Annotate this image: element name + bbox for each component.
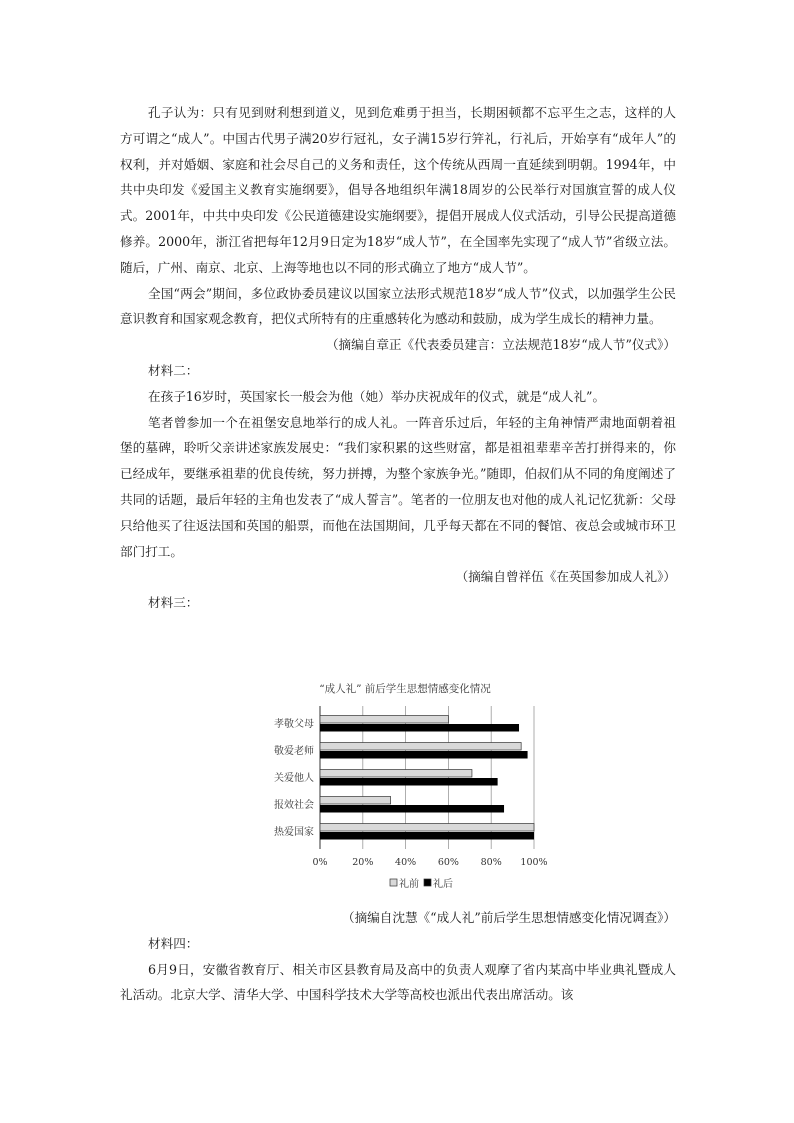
legend-label: 礼后 — [433, 879, 453, 890]
category-label: 报效社会 — [274, 800, 314, 811]
material-one-section — [120, 100, 676, 616]
legend-swatch — [424, 879, 431, 886]
paragraph-uk-custom: 在孩子16岁时，英国家长一般会为他（她）举办庆祝成年的仪式，就是“成人礼”。 — [148, 388, 606, 404]
x-tick-label: 40% — [395, 857, 417, 868]
chart-title: “成人礼” 前后学生思想情感变化情况 — [319, 683, 491, 695]
material-four-label: 材料四： — [148, 935, 199, 951]
legend-swatch — [390, 879, 397, 886]
material-two-label: 材料二： — [148, 362, 199, 378]
bar-礼前 — [320, 770, 472, 778]
legend-label: 礼前 — [399, 879, 419, 890]
category-label: 孝敬父母 — [274, 719, 314, 730]
bar-礼前 — [320, 743, 521, 751]
source-citation-1: （摘编自章正《代表委员建言：立法规范18岁“成人节”仪式》） — [325, 337, 676, 353]
source-citation-2: （摘编自曾祥伍《在英国参加成人礼》） — [455, 569, 676, 585]
paragraph-two-sessions: 全国“两会”期间，多位政协委员建议以国家立法形式规范18岁“成人节”仪式，以加强学生公民意识教育和国家观念教育，把仪式所特有的庄重感转化为感动和鼓励，成为学生成长的精神力量。 — [120, 285, 676, 327]
category-label: 敬爱老师 — [274, 746, 314, 757]
bar-礼前 — [320, 716, 448, 724]
source-citation-3: （摘编自沈慧《“成人礼”前后学生思想情感变化情况调查》） — [341, 910, 676, 925]
bar-礼后 — [320, 778, 498, 786]
bar-chart — [250, 676, 560, 910]
paragraph-author-experience: 笔者曾参加一个在祖堡安息地举行的成人礼。一阵音乐过后，年轻的主角神情严肃地面朝着祖堡的墓碑，聆听父亲讲述家族发展史：“我们家积累的这些财富，都是祖祖辈辈辛苦打拼得来的，你已经成年，要继承祖辈的优良传统，努力拼搏，为整个家族争光。”随即，伯叔们从不同的角度阐述了共同的话题，最后年轻的主角也发表了“成人誓言”。笔者的一位朋友也对他的成人礼记忆犹新：父母只给他买了往返法国和英国的船票，而他在法国期间，几乎每天都在不同的餐馆、夜总会或城市环卫部门打工。 — [120, 414, 676, 559]
bar-礼前 — [320, 797, 391, 805]
x-tick-label: 80% — [480, 857, 502, 868]
material-four-section — [120, 905, 676, 1008]
bar-礼后 — [320, 805, 504, 813]
paragraph-confucius: 孔子认为：只有见到财利想到道义，见到危难勇于担当，长期困顿都不忘平生之志，这样的人方可谓之“成人”。中国古代男子满20岁行冠礼，女子满15岁行笄礼，行礼后，开始享有“成年人”的权利，并对婚姻、家庭和社会尽自己的义务和责任，这个传统从西周一直延续到明朝。1994年，中共中央印发《爱国主义教育实施纲要》，倡导各地组织年满18周岁的公民举行对国旗宣誓的成人仪式。2001年，中共中央印发《公民道德建设实施纲要》，提倡开展成人仪式活动，引导公民提高道德修养。2000年，浙江省把每年12月9日定为18岁“成人节”，在全国率先实现了“成人节”省级立法。随后，广州、南京、北京、上海等地也以不同的形式确立了地方“成人节”。 — [120, 105, 676, 275]
x-tick-label: 0% — [312, 857, 328, 868]
bar-礼后 — [320, 751, 528, 759]
bar-礼后 — [320, 832, 534, 840]
bar-礼后 — [320, 724, 519, 732]
x-tick-label: 20% — [352, 857, 374, 868]
paragraph-anhui-ceremony: 6月9日，安徽省教育厅、相关市区县教育局及高中的负责人观摩了省内某高中毕业典礼暨成人礼活动。北京大学、清华大学、中国科学技术大学等高校也派出代表出席活动。该 — [120, 961, 676, 1003]
category-label: 关爱他人 — [274, 773, 314, 784]
bar-礼前 — [320, 824, 534, 832]
x-tick-label: 100% — [520, 857, 548, 868]
x-tick-label: 60% — [437, 857, 459, 868]
material-three-label: 材料三： — [148, 595, 199, 611]
chart-container — [250, 676, 560, 910]
category-label: 热爱国家 — [274, 827, 314, 838]
